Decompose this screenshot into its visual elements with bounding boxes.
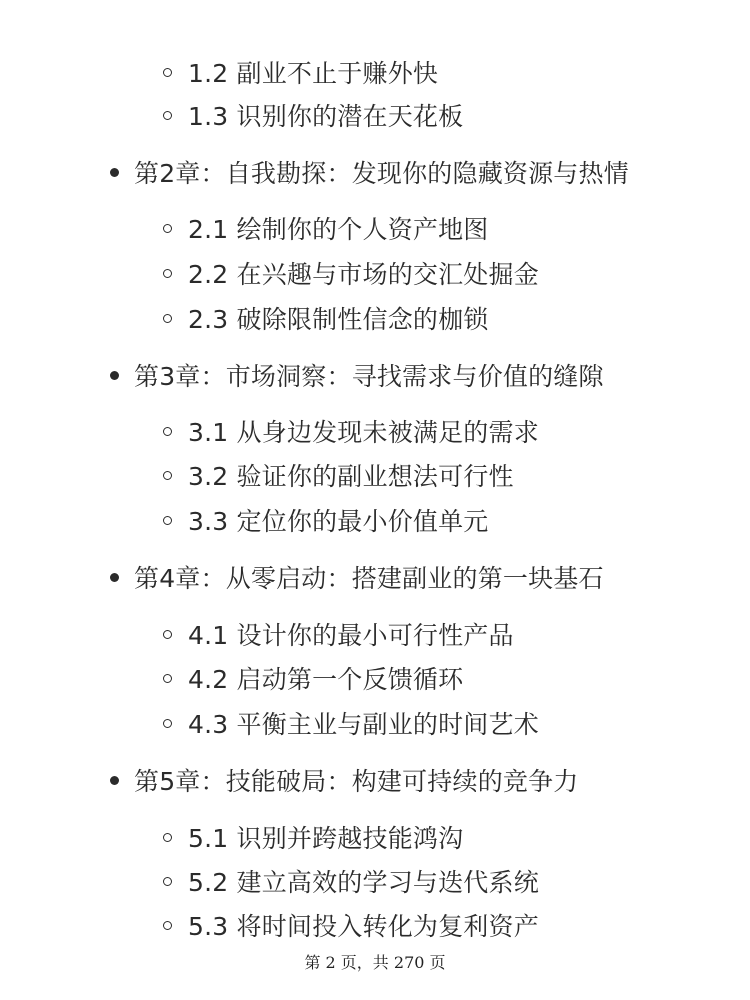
toc-section-label: 2.2 在兴趣与市场的交汇处掘金 xyxy=(188,260,539,289)
toc-section-label: 5.2 建立高效的学习与迭代系统 xyxy=(188,868,539,897)
filled-bullet-icon xyxy=(110,573,119,582)
toc-chapter-label: 第5章：技能破局：构建可持续的竞争力 xyxy=(134,767,579,796)
hollow-bullet-icon xyxy=(163,111,172,120)
toc-section-label: 4.3 平衡主业与副业的时间艺术 xyxy=(188,710,539,739)
hollow-bullet-icon xyxy=(163,630,172,639)
toc-section-label: 5.3 将时间投入转化为复利资产 xyxy=(188,912,539,941)
hollow-bullet-icon xyxy=(163,921,172,930)
page-number-footer: 第 2 页，共 270 页 xyxy=(304,953,446,972)
toc-section-label: 1.3 识别你的潜在天花板 xyxy=(188,102,464,131)
toc-section-label: 3.3 定位你的最小价值单元 xyxy=(188,507,489,536)
hollow-bullet-icon xyxy=(163,674,172,683)
toc-section-label: 2.1 绘制你的个人资产地图 xyxy=(188,215,489,244)
hollow-bullet-icon xyxy=(163,719,172,728)
toc-section-label: 4.1 设计你的最小可行性产品 xyxy=(188,621,514,650)
toc-chapter-label: 第2章：自我勘探：发现你的隐藏资源与热情 xyxy=(134,159,629,188)
filled-bullet-icon xyxy=(110,371,119,380)
hollow-bullet-icon xyxy=(163,68,172,77)
hollow-bullet-icon xyxy=(163,877,172,886)
toc-section-label: 3.2 验证你的副业想法可行性 xyxy=(188,462,514,491)
toc-section-label: 4.2 启动第一个反馈循环 xyxy=(188,665,464,694)
hollow-bullet-icon xyxy=(163,833,172,842)
hollow-bullet-icon xyxy=(163,314,172,323)
hollow-bullet-icon xyxy=(163,269,172,278)
toc-chapter-label: 第4章：从零启动：搭建副业的第一块基石 xyxy=(134,564,604,593)
toc-section-label: 5.1 识别并跨越技能鸿沟 xyxy=(188,824,464,853)
filled-bullet-icon xyxy=(110,168,119,177)
toc-section-label: 1.2 副业不止于赚外快 xyxy=(188,59,439,88)
filled-bullet-icon xyxy=(110,776,119,785)
hollow-bullet-icon xyxy=(163,427,172,436)
hollow-bullet-icon xyxy=(163,516,172,525)
toc-section-label: 3.1 从身边发现未被满足的需求 xyxy=(188,418,539,447)
toc-chapter-label: 第3章：市场洞察：寻找需求与价值的缝隙 xyxy=(134,362,604,391)
hollow-bullet-icon xyxy=(163,471,172,480)
toc-section-label: 2.3 破除限制性信念的枷锁 xyxy=(188,305,489,334)
hollow-bullet-icon xyxy=(163,224,172,233)
